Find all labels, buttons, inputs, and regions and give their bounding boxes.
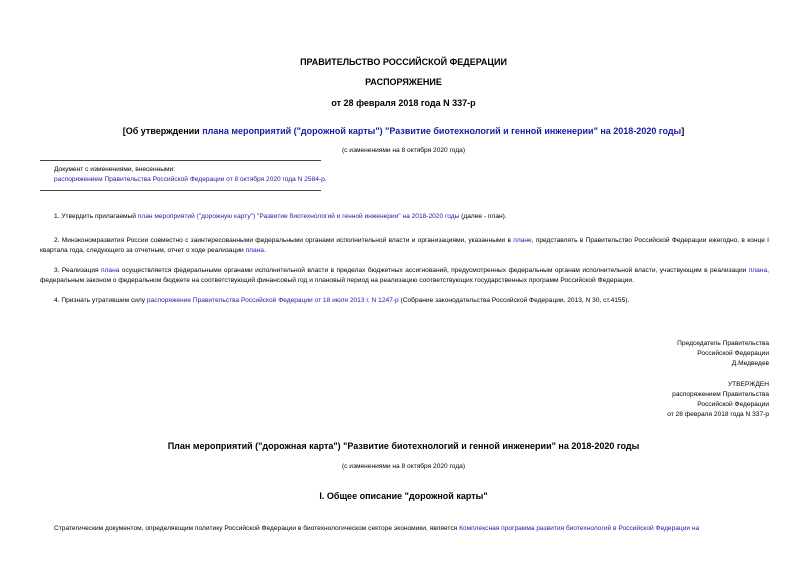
p1-text-end: (далее - план). bbox=[459, 213, 507, 220]
p2-text-end: . bbox=[263, 247, 266, 254]
signature-line-2: Российской Федерации bbox=[697, 350, 769, 357]
title-plan-link[interactable]: плана мероприятий ("дорожной карты") "Развитие биотехнологий и генной инженерии" на 2018-2020 годы bbox=[202, 126, 682, 136]
document-title bbox=[0, 126, 807, 136]
p2-text-mid: , представлять в Правительство Российской Федерации ежегодно, в конце I квартала года, следующего за отчетным, отчет о ходе реализации bbox=[40, 237, 769, 254]
amending-decree-link[interactable]: распоряжением Правительства Российской Федерации от 8 октября 2020 года N 2584-р bbox=[54, 176, 325, 183]
p1-text: 1. Утвердить прилагаемый bbox=[54, 213, 138, 220]
approval-block bbox=[469, 380, 769, 420]
p2-plan-link-2[interactable]: плана bbox=[245, 247, 264, 254]
p4-repealed-decree-link[interactable]: распоряжение Правительства Российской Федерации от 18 июля 2013 г. N 1247-р bbox=[146, 297, 399, 304]
signature-block bbox=[469, 339, 769, 369]
plan-title: План мероприятий ("дорожная карта") "Развитие биотехнологий и генной инженерии" на 2018-2020 годы bbox=[167, 441, 640, 451]
changes-box-top-rule bbox=[40, 160, 321, 161]
intro-text: Стратегическим документом, определяющим политику Российской Федерации в биотехнологическом секторе экономики, является bbox=[54, 525, 460, 532]
p2-text: 2. Минэкономразвития России совместно с заинтересованными федеральными органами исполнительной власти и организациями, указанными в bbox=[54, 237, 514, 244]
signature-name: Д.Медведев bbox=[731, 360, 769, 367]
government-heading: ПРАВИТЕЛЬСТВО РОССИЙСКОЙ ФЕДЕРАЦИИ bbox=[300, 57, 507, 67]
plan-changes-note: (с изменениями на 8 октября 2020 года) bbox=[341, 463, 466, 470]
changes-box-period: . bbox=[324, 176, 327, 183]
biotech-program-link[interactable]: Комплексная программа развития биотехнологий в Российской Федерации на bbox=[459, 525, 700, 532]
p3-text: 3. Реализация bbox=[54, 267, 101, 274]
p2-plan-link-1[interactable]: плане bbox=[513, 237, 532, 244]
p1-plan-link[interactable]: план мероприятий ("дорожную карту") "Развитие биотехнологий и генной инженерии" на 2018-2020 годы bbox=[137, 213, 460, 220]
paragraph-1 bbox=[40, 212, 769, 222]
p3-text-mid: осуществляется федеральными органами исполнительной власти в пределах бюджетных ассигнований, предусмотренных федеральным органам исполнительной власти, участвующим в реализации bbox=[119, 267, 749, 274]
approval-line-1: УТВЕРЖДЕН bbox=[727, 381, 769, 388]
p4-text-end: (Собрание законодательства Российской Федерации, 2013, N 30, ст.4155). bbox=[398, 297, 630, 304]
changes-box-label: Документ с изменениями, внесенными: bbox=[54, 166, 176, 173]
changes-box-bottom-rule bbox=[40, 190, 321, 191]
signature-line-1: Председатель Правительства bbox=[677, 340, 769, 347]
paragraph-3 bbox=[40, 266, 769, 286]
document-type: РАСПОРЯЖЕНИЕ bbox=[365, 77, 442, 87]
p3-plan-link-1[interactable]: плана bbox=[101, 267, 120, 274]
paragraph-4 bbox=[40, 296, 769, 306]
title-bracket-open: [Об утверждении bbox=[122, 126, 203, 136]
section-heading: I. Общее описание "дорожной карты" bbox=[319, 491, 488, 501]
paragraph-2 bbox=[40, 236, 769, 256]
changes-box-entry bbox=[54, 175, 384, 185]
p3-plan-link-2[interactable]: плана bbox=[748, 267, 768, 274]
section-intro-paragraph bbox=[40, 524, 769, 534]
p4-text: 4. Признать утратившим силу bbox=[54, 297, 147, 304]
title-changes-note: (с изменениями на 8 октября 2020 года) bbox=[341, 147, 466, 154]
approval-line-2: распоряжением Правительства bbox=[672, 391, 769, 398]
title-bracket-close: ] bbox=[681, 126, 685, 136]
approval-line-3: Российской Федерации bbox=[697, 401, 769, 408]
approval-line-4: от 28 февраля 2018 года N 337-р bbox=[667, 411, 769, 418]
document-date-number: от 28 февраля 2018 года N 337-р bbox=[331, 98, 476, 108]
p3-text-end: , федеральным законом о федеральном бюджете на соответствующий финансовый год и плановый период на реализацию соответствующих государственных программ Российской Федерации. bbox=[40, 267, 769, 284]
